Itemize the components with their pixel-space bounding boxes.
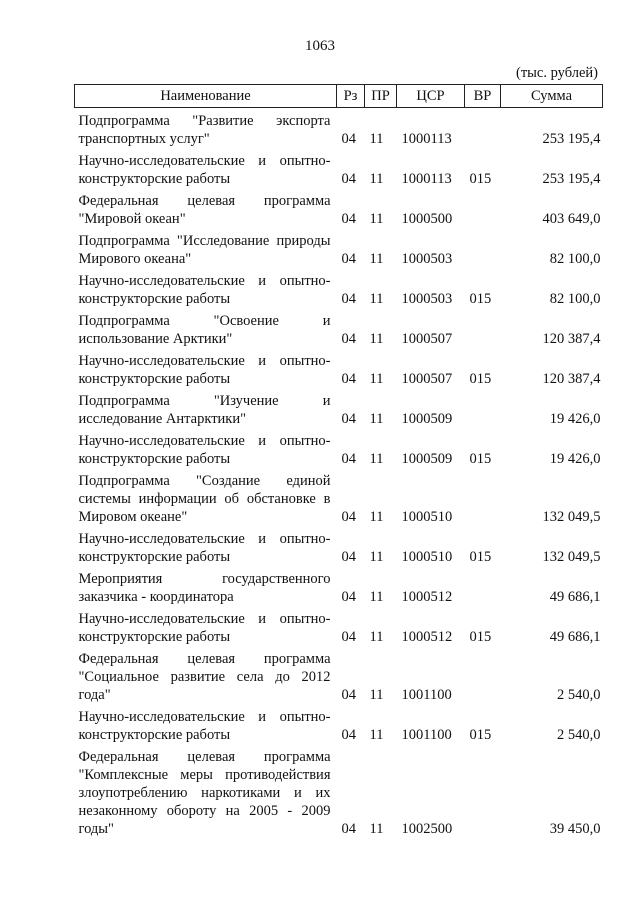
row-vr-cell: 015	[469, 549, 492, 565]
row-csr-cell: 1001100	[401, 687, 452, 703]
row-rz-cell: 04	[341, 211, 356, 227]
row-sum-cell: 39 450,0	[549, 821, 601, 837]
row-csr-cell: 1000113	[401, 171, 452, 187]
row-csr-cell: 1000507	[401, 371, 453, 387]
row-name-cell: Федеральная целевая программа "Социальное развитие села до 2012 года"	[78, 651, 331, 703]
column-header-rz: Рз	[337, 85, 365, 108]
row-vr-cell: 015	[469, 451, 492, 467]
row-pr-cell: 11	[369, 549, 384, 565]
row-csr-cell: 1001100	[401, 727, 452, 743]
row-sum-cell: 82 100,0	[549, 291, 601, 307]
row-rz-cell: 04	[341, 291, 356, 307]
row-csr-cell: 1002500	[401, 821, 453, 837]
row-sum-cell: 253 195,4	[542, 171, 601, 187]
row-name-cell: Научно-исследовательские и опытно-конструкторские работы	[78, 611, 331, 645]
row-rz-cell: 04	[341, 371, 356, 387]
row-name-cell: Научно-исследовательские и опытно-конструкторские работы	[78, 531, 331, 565]
row-pr-cell: 11	[369, 131, 384, 147]
row-pr-cell: 11	[369, 821, 384, 837]
table-row	[75, 108, 603, 149]
row-vr-cell	[465, 744, 501, 838]
row-sum-cell: 120 387,4	[542, 331, 601, 347]
row-rz-cell: 04	[341, 509, 356, 525]
column-header-vr: ВР	[465, 85, 501, 108]
row-csr-cell: 1000512	[401, 589, 453, 605]
row-csr-cell: 1000510	[401, 549, 453, 565]
row-sum-cell: 132 049,5	[542, 549, 601, 565]
row-vr-cell	[465, 228, 501, 268]
row-csr-cell: 1000512	[401, 629, 453, 645]
row-sum-cell: 253 195,4	[542, 131, 601, 147]
row-pr-cell: 11	[369, 171, 384, 187]
column-header-sum: Сумма	[501, 85, 603, 108]
row-name-cell: Научно-исследовательские и опытно-конструкторские работы	[78, 353, 331, 387]
row-vr-cell	[465, 388, 501, 428]
row-name-cell: Научно-исследовательские и опытно-конструкторские работы	[78, 709, 331, 743]
row-name-cell: Федеральная целевая программа "Комплексные меры противодействия злоупотреблению наркотиками и их незаконному обороту на 2005 - 2009 годы"	[78, 749, 331, 837]
row-csr-cell: 1000503	[401, 291, 453, 307]
budget-table	[74, 84, 603, 838]
row-vr-cell: 015	[469, 171, 492, 187]
row-csr-cell: 1000507	[401, 331, 453, 347]
table-header-row	[75, 85, 603, 108]
row-csr-cell: 1000510	[401, 509, 453, 525]
table-row	[75, 566, 603, 606]
row-vr-cell	[465, 308, 501, 348]
row-pr-cell: 11	[369, 211, 384, 227]
row-name-cell: Научно-исследовательские и опытно-конструкторские работы	[78, 433, 331, 467]
row-name-cell: Подпрограмма "Исследование природы Мирового океана"	[78, 233, 331, 267]
row-sum-cell: 19 426,0	[549, 411, 601, 427]
table-row	[75, 388, 603, 428]
row-csr-cell: 1000509	[401, 411, 453, 427]
row-vr-cell: 015	[469, 727, 492, 743]
row-vr-cell: 015	[469, 291, 492, 307]
row-rz-cell: 04	[341, 131, 356, 147]
row-pr-cell: 11	[369, 629, 384, 645]
row-sum-cell: 120 387,4	[542, 371, 601, 387]
table-row	[75, 148, 603, 188]
row-sum-cell: 49 686,1	[549, 629, 601, 645]
row-rz-cell: 04	[341, 549, 356, 565]
row-name-cell: Подпрограмма "Освоение и использование Арктики"	[78, 313, 331, 347]
table-row	[75, 308, 603, 348]
column-header-name: Наименование	[75, 85, 337, 108]
row-sum-cell: 2 540,0	[557, 687, 601, 703]
row-vr-cell: 015	[469, 629, 492, 645]
column-header-pr: ПР	[365, 85, 397, 108]
row-pr-cell: 11	[369, 331, 384, 347]
row-name-cell: Федеральная целевая программа "Мировой океан"	[78, 193, 331, 227]
row-name-cell: Подпрограмма "Создание единой системы информации об обстановке в Мировом океане"	[78, 473, 331, 525]
table-row	[75, 268, 603, 308]
table-row	[75, 646, 603, 704]
table-row	[75, 228, 603, 268]
row-sum-cell: 49 686,1	[549, 589, 601, 605]
row-name-cell: Научно-исследовательские и опытно-конструкторские работы	[78, 153, 331, 187]
row-rz-cell: 04	[341, 687, 356, 703]
row-rz-cell: 04	[341, 821, 356, 837]
row-pr-cell: 11	[369, 687, 384, 703]
row-pr-cell: 11	[369, 589, 384, 605]
row-sum-cell: 2 540,0	[557, 727, 601, 743]
row-rz-cell: 04	[341, 251, 356, 267]
row-pr-cell: 11	[369, 509, 384, 525]
row-vr-cell	[465, 646, 501, 704]
row-sum-cell: 19 426,0	[549, 451, 601, 467]
row-csr-cell: 1000500	[401, 211, 453, 227]
row-vr-cell: 015	[469, 371, 492, 387]
row-csr-cell: 1000509	[401, 451, 453, 467]
row-sum-cell: 132 049,5	[542, 509, 601, 525]
row-pr-cell: 11	[369, 451, 384, 467]
row-vr-cell	[465, 108, 501, 149]
row-pr-cell: 11	[369, 291, 384, 307]
row-sum-cell: 403 649,0	[542, 211, 601, 227]
column-header-csr: ЦСР	[397, 85, 465, 108]
row-vr-cell	[465, 468, 501, 526]
table-row	[75, 744, 603, 838]
row-pr-cell: 11	[369, 371, 384, 387]
table-row	[75, 468, 603, 526]
row-name-cell: Мероприятия государственного заказчика - координатора	[78, 571, 331, 605]
table-row	[75, 428, 603, 468]
row-rz-cell: 04	[341, 331, 356, 347]
table-body	[75, 108, 603, 839]
row-pr-cell: 11	[369, 727, 384, 743]
table-row	[75, 526, 603, 566]
row-rz-cell: 04	[341, 629, 356, 645]
units-label: (тыс. рублей)	[516, 65, 598, 81]
row-csr-cell: 1000113	[401, 131, 452, 147]
row-pr-cell: 11	[369, 411, 384, 427]
row-csr-cell: 1000503	[401, 251, 453, 267]
row-vr-cell	[465, 566, 501, 606]
table-row	[75, 188, 603, 228]
table-row	[75, 348, 603, 388]
page-number: 1063	[305, 38, 335, 54]
table-row	[75, 704, 603, 744]
table-row	[75, 606, 603, 646]
row-rz-cell: 04	[341, 171, 356, 187]
row-name-cell: Подпрограмма "Изучение и исследование Антарктики"	[78, 393, 331, 427]
row-name-cell: Научно-исследовательские и опытно-конструкторские работы	[78, 273, 331, 307]
row-vr-cell	[465, 188, 501, 228]
row-rz-cell: 04	[341, 727, 356, 743]
row-name-cell: Подпрограмма "Развитие экспорта транспортных услуг"	[78, 113, 331, 147]
row-sum-cell: 82 100,0	[549, 251, 601, 267]
row-pr-cell: 11	[369, 251, 384, 267]
row-rz-cell: 04	[341, 589, 356, 605]
row-rz-cell: 04	[341, 411, 356, 427]
row-rz-cell: 04	[341, 451, 356, 467]
